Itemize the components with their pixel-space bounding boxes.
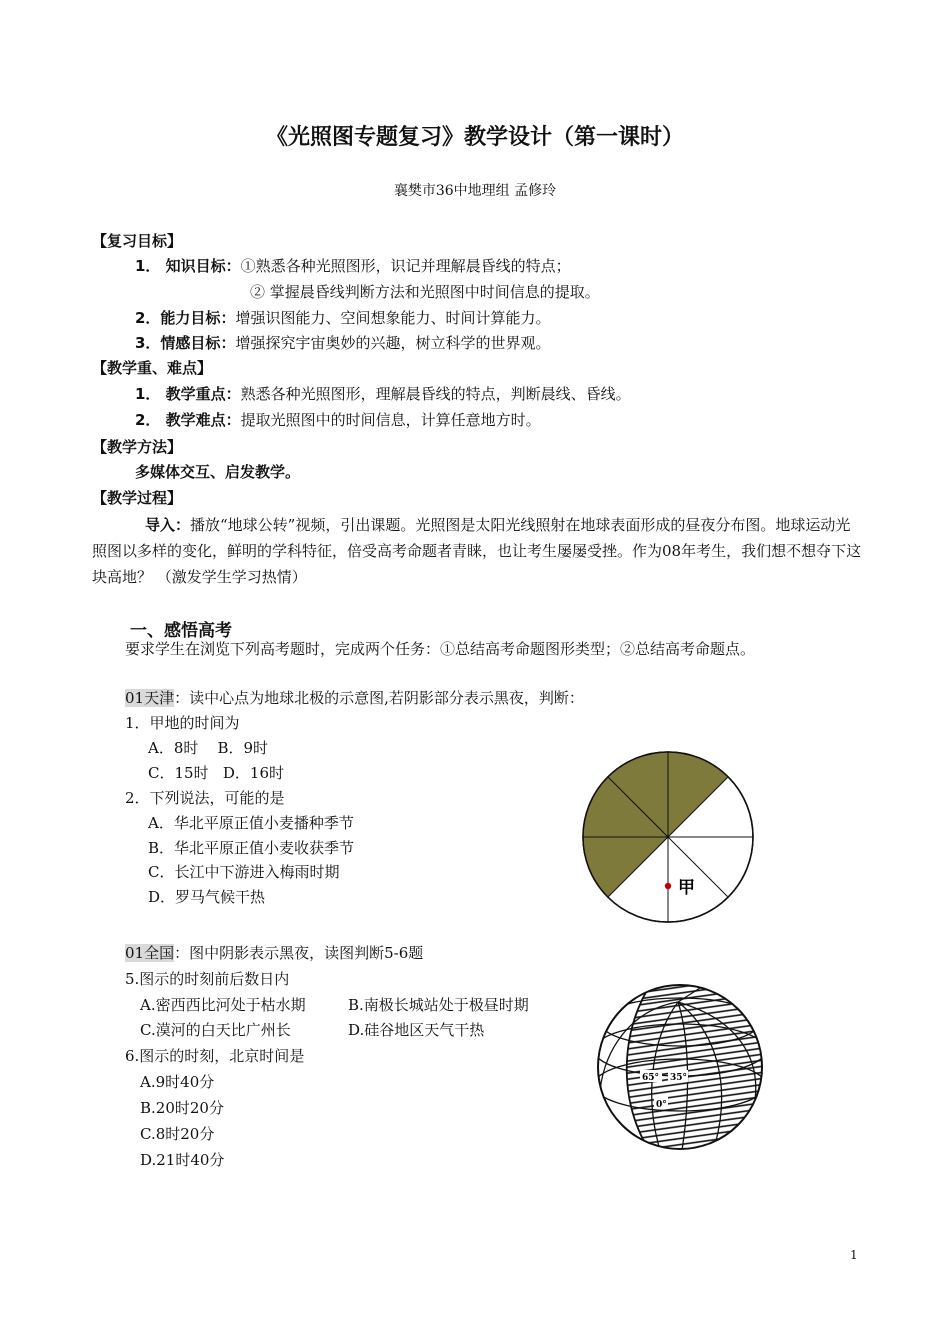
difficult-point: [135, 409, 541, 431]
key-point-label: 1． 教学重点：: [135, 385, 241, 403]
tianjin-tag: 01天津: [125, 689, 175, 707]
section-task: 要求学生在浏览下列高考题时，完成两个任务：①总结高考命题图形类型；②总结高考命题点。: [125, 640, 756, 658]
knowledge-goal-label: 1． 知识目标：: [135, 257, 241, 275]
question-5-option-b: B.南极长城站处于极昼时期: [348, 996, 529, 1014]
intro-text: 播放“地球公转”视频，引出课题。光照图是太阳光线照射在地球表面形成的昼夜分布图。地球运动光照图以多样的变化，鲜明的学科特征，倍受高考命题者青睐，也让考生屡屡受挫。作为08年考生，我们想不想夺下这块高地？ （激发学生学习热情）: [92, 516, 862, 586]
intro-label: 导入：: [145, 516, 191, 534]
question-6-option-d: D.21时40分: [140, 1151, 225, 1169]
knowledge-goal: [135, 255, 571, 277]
question-1-options-cd: C．15时 D．16时: [148, 764, 284, 782]
question-1: 1．甲地的时间为: [125, 714, 240, 732]
key-point: [135, 383, 631, 405]
latitude-label-65: 65°: [642, 1073, 660, 1083]
point-jia-label: 甲: [678, 878, 695, 898]
goals-heading: 【复习目标】: [92, 232, 183, 250]
ability-goal: [135, 307, 550, 329]
question-6-option-a: A.9时40分: [140, 1073, 215, 1091]
section-heading: 一、感悟高考: [130, 621, 232, 641]
difficult-point-label: 2． 教学难点：: [135, 411, 241, 429]
quanguo-tag: 01全国: [125, 944, 175, 962]
polar-view-figure: [575, 745, 765, 935]
method-text: 多媒体交互、启发教学。: [135, 463, 301, 481]
question-2-option-c: C．长江中下游进入梅雨时期: [148, 863, 340, 881]
question-6-option-b: B.20时20分: [140, 1099, 224, 1117]
knowledge-goal-text: ①熟悉各种光照图形，识记并理解晨昏线的特点；: [240, 257, 571, 275]
oblique-globe-figure: [590, 980, 770, 1155]
author-line: 襄樊市36中地理组 孟修玲: [393, 183, 557, 199]
tianjin-stem-text: ：读中心点为地球北极的示意图,若阴影部分表示黑夜，判断：: [174, 689, 584, 707]
question-2-option-b: B．华北平原正值小麦收获季节: [148, 839, 355, 857]
question-1-options-ab: A．8时 B．9时: [148, 739, 269, 757]
tianjin-stem: [125, 687, 584, 709]
night-hemisphere: [627, 985, 765, 1152]
intro-paragraph: [92, 512, 862, 590]
question-2-option-d: D．罗马气候干热: [148, 888, 266, 906]
emotion-goal-text: 增强探究宇宙奥妙的兴趣，树立科学的世界观。: [235, 334, 551, 352]
ability-goal-label: 2．能力目标：: [135, 309, 236, 327]
emotion-goal-label: 3．情感目标：: [135, 334, 236, 352]
question-5-option-a: A.密西西比河处于枯水期: [140, 996, 306, 1014]
process-heading: 【教学过程】: [92, 489, 183, 507]
question-5-option-d: D.硅谷地区天气干热: [348, 1021, 485, 1039]
quanguo-stem-text: ：图中阴影表示黑夜，读图判断5-6题: [174, 944, 424, 962]
difficult-point-text: 提取光照图中的时间信息，计算任意地方时。: [240, 411, 541, 429]
question-6: 6.图示的时刻，北京时间是: [125, 1047, 305, 1065]
point-jia-marker: [665, 883, 671, 889]
emotion-goal: [135, 332, 550, 354]
question-5-option-c: C.漠河的白天比广州长: [140, 1021, 291, 1039]
question-2-option-a: A．华北平原正值小麦播种季节: [148, 814, 354, 832]
latitude-label-0: 0°: [656, 1100, 667, 1110]
page-title: 《光照图专题复习》教学设计（第一课时）: [265, 125, 684, 150]
method-heading: 【教学方法】: [92, 438, 183, 456]
ability-goal-text: 增强识图能力、空间想象能力、时间计算能力。: [235, 309, 551, 327]
question-2: 2．下列说法，可能的是: [125, 789, 285, 807]
question-6-option-c: C.8时20分: [140, 1125, 215, 1143]
question-5: 5.图示的时刻前后数日内: [125, 970, 290, 988]
page-number: 1: [850, 1248, 858, 1262]
key-point-text: 熟悉各种光照图形，理解晨昏线的特点，判断晨线、昏线。: [240, 385, 631, 403]
keypoints-heading: 【教学重、难点】: [92, 359, 213, 377]
knowledge-goal-2: ② 掌握晨昏线判断方法和光照图中时间信息的提取。: [250, 283, 600, 301]
latitude-label-35: 35°: [670, 1073, 688, 1083]
quanguo-stem: [125, 942, 423, 964]
